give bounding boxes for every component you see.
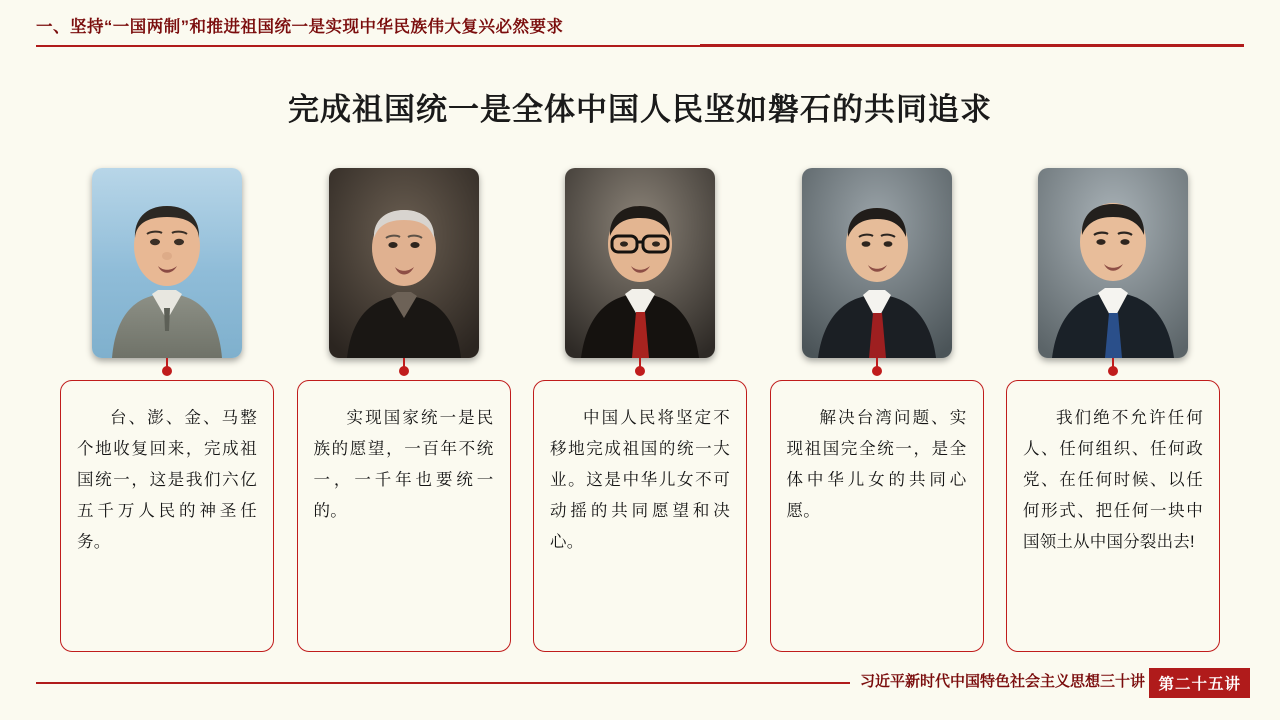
slide-header xyxy=(0,0,1280,46)
connector-dot xyxy=(1108,366,1118,376)
quote-box xyxy=(60,380,274,652)
list-item xyxy=(60,168,274,652)
card-connector xyxy=(533,358,747,380)
card-connector xyxy=(770,358,984,380)
card-connector xyxy=(297,358,511,380)
leader-quote-list xyxy=(60,168,1220,652)
card-connector xyxy=(60,358,274,380)
portrait-jiang-zemin xyxy=(565,168,715,358)
quote-box xyxy=(297,380,511,652)
quote-text: 我们绝不允许任何人、任何组织、任何政党、在任何时候、以任何形式、把任何一块中国领土从中国分裂出去! xyxy=(1023,409,1203,551)
connector-dot xyxy=(872,366,882,376)
card-connector xyxy=(1006,358,1220,380)
list-item xyxy=(770,168,984,652)
list-item xyxy=(1006,168,1220,652)
connector-dot xyxy=(399,366,409,376)
page-title: 完成祖国统一是全体中国人民坚如磐石的共同追求 xyxy=(288,92,992,127)
connector-dot xyxy=(635,366,645,376)
quote-text: 实现国家统一是民族的愿望，一百年不统一，一千年也要统一的。 xyxy=(313,409,494,520)
quote-text: 解决台湾问题、实现祖国完全统一，是全体中华儿女的共同心愿。 xyxy=(786,409,967,520)
quote-text: 台、澎、金、马整个地收复回来，完成祖国统一，这是我们六亿五千万人民的神圣任务。 xyxy=(77,409,257,551)
lecture-badge: 第二十五讲 xyxy=(1149,668,1250,698)
portrait-deng-xiaoping xyxy=(329,168,479,358)
portrait-mao-zedong xyxy=(92,168,242,358)
quote-box xyxy=(1006,380,1220,652)
list-item xyxy=(533,168,747,652)
portrait-xi-jinping xyxy=(1038,168,1188,358)
portrait-hu-jintao xyxy=(802,168,952,358)
section-title: 一、坚持“一国两制”和推进祖国统一是实现中华民族伟大复兴必然要求 xyxy=(36,18,564,36)
quote-box xyxy=(533,380,747,652)
course-label: 习近平新时代中国特色社会主义思想三十讲 xyxy=(850,670,1155,691)
list-item xyxy=(297,168,511,652)
slide-footer xyxy=(0,660,1280,720)
connector-dot xyxy=(162,366,172,376)
quote-text: 中国人民将坚定不移地完成祖国的统一大业。这是中华儿女不可动摇的共同愿望和决心。 xyxy=(550,409,730,551)
quote-box xyxy=(770,380,984,652)
header-divider-accent xyxy=(700,44,1244,47)
